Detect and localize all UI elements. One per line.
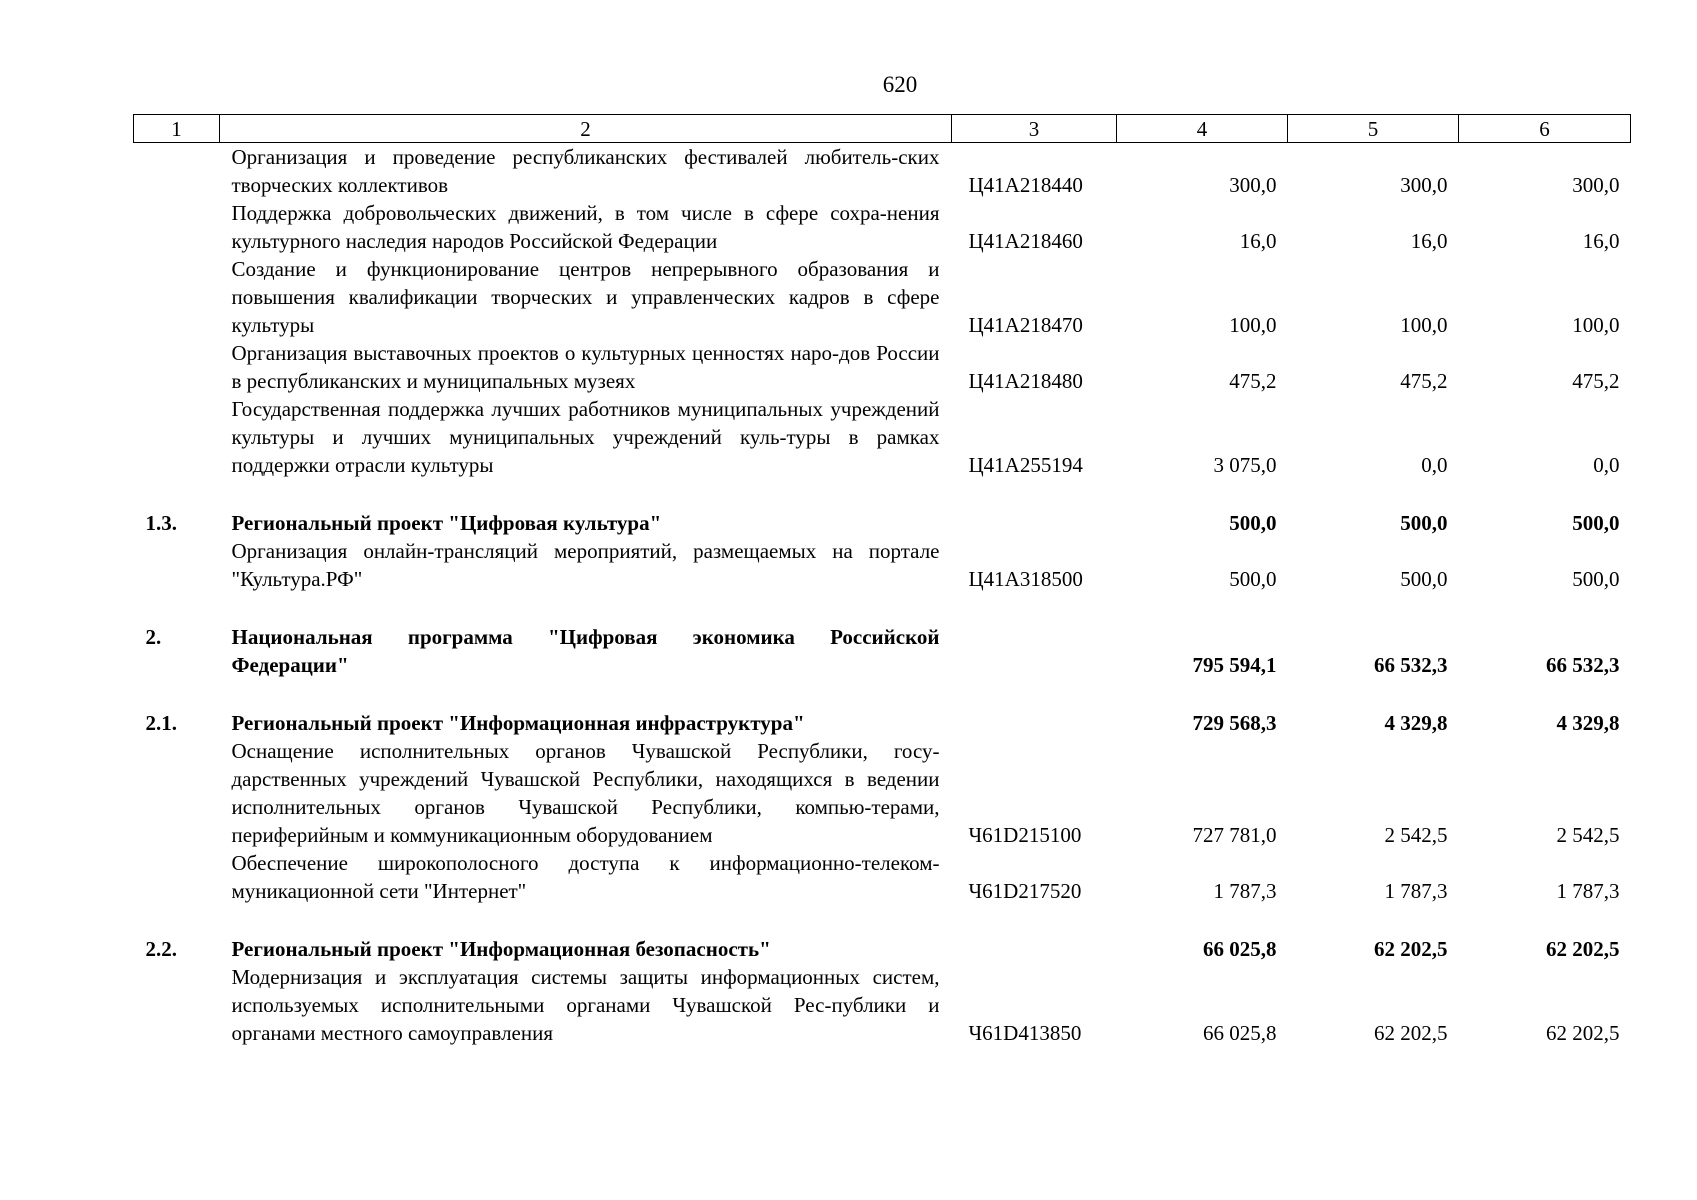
table-row [134,339,1631,395]
row-value-col4: 16,0 [1239,229,1277,253]
spacer-row [134,593,1631,623]
table-row [134,255,1631,339]
spacer-row [134,905,1631,935]
row-name: Государственная поддержка лучших работников муниципальных учреждений культуры и лучших муниципальных учреждений куль-туры в рамках поддержки отрасли культуры [231,397,940,477]
row-value-col5: 1 787,3 [1384,879,1448,903]
row-number [134,963,220,1047]
budget-table [133,114,1631,1047]
column-header-3: 3 [952,115,1117,143]
spacer-cell [1117,905,1288,935]
row-name: Национальная программа "Цифровая экономика Российской Федерации" [231,625,940,677]
row-name: Организация и проведение республиканских фестивалей любитель-ских творческих коллективов [231,145,940,197]
row-number: 2.2. [145,937,177,961]
spacer-cell [134,905,220,935]
table-row [134,509,1631,537]
spacer-cell [1288,593,1459,623]
row-value-col6: 100,0 [1572,313,1620,337]
row-number [134,143,220,200]
row-value-col5: 16,0 [1410,229,1448,253]
spacer-cell [220,905,952,935]
table-row [134,709,1631,737]
spacer-cell [220,679,952,709]
page-number: 620 [882,72,918,97]
row-value-col5: 500,0 [1400,567,1448,591]
spacer-cell [1459,905,1631,935]
row-number: 2. [145,625,162,649]
row-number [134,255,220,339]
row-name: Региональный проект "Информационная безопасность" [231,937,771,961]
spacer-cell [1117,679,1288,709]
table-row [134,623,1631,679]
spacer-cell [220,593,952,623]
spacer-cell [1288,905,1459,935]
row-code: Ц41А218480 [968,369,1083,393]
spacer-cell [1288,479,1459,509]
row-name: Организация онлайн-трансляций мероприятий, размещаемых на портале "Культура.РФ" [231,539,940,591]
table-row [134,199,1631,255]
row-code: Ц41А255194 [968,453,1083,477]
row-value-col5: 475,2 [1400,369,1448,393]
row-value-col5: 62 202,5 [1374,1021,1448,1045]
row-number [134,395,220,479]
row-name: Региональный проект "Цифровая культура" [231,511,662,535]
row-name: Модернизация и эксплуатация системы защиты информационных систем, используемых исполнительными органами Чувашской Рес-публики и органами местного самоуправления [231,965,940,1045]
row-value-col4: 100,0 [1229,313,1277,337]
spacer-cell [134,593,220,623]
row-value-col5: 4 329,8 [1384,711,1448,735]
row-number [134,849,220,905]
table-row [134,849,1631,905]
row-name: Создание и функционирование центров непрерывного образования и повышения квалификации творческих и управленческих кадров в сфере культуры [231,257,940,337]
row-value-col4: 795 594,1 [1192,653,1277,677]
row-value-col4: 475,2 [1229,369,1277,393]
row-value-col5: 0,0 [1421,453,1448,477]
row-name: Организация выставочных проектов о культурных ценностях наро-дов России в республиканских и муниципальных музеях [231,341,940,393]
row-value-col6: 300,0 [1572,173,1620,197]
row-value-col6: 62 202,5 [1546,1021,1620,1045]
row-value-col6: 4 329,8 [1556,711,1620,735]
row-code: Ц41А318500 [968,567,1083,591]
column-header-6: 6 [1459,115,1631,143]
table-row [134,537,1631,593]
spacer-cell [134,679,220,709]
row-number [134,339,220,395]
row-value-col6: 475,2 [1572,369,1620,393]
row-value-col6: 66 532,3 [1546,653,1620,677]
row-value-col4: 500,0 [1229,567,1277,591]
table-row [134,963,1631,1047]
row-value-col6: 0,0 [1593,453,1620,477]
row-code: Ч61D413850 [968,1021,1082,1045]
spacer-cell [952,905,1117,935]
spacer-cell [1459,593,1631,623]
row-value-col5: 2 542,5 [1384,823,1448,847]
row-name: Региональный проект "Информационная инфраструктура" [231,711,805,735]
row-value-col4: 500,0 [1229,511,1277,535]
row-code: Ц41А218460 [968,229,1083,253]
row-value-col4: 300,0 [1229,173,1277,197]
row-code [952,709,1117,737]
row-number [134,537,220,593]
row-value-col5: 300,0 [1400,173,1448,197]
row-code: Ц41А218440 [968,173,1083,197]
spacer-cell [1459,479,1631,509]
row-code [952,509,1117,537]
row-value-col6: 500,0 [1572,567,1620,591]
spacer-cell [952,593,1117,623]
row-value-col5: 100,0 [1400,313,1448,337]
row-number [134,199,220,255]
row-value-col6: 16,0 [1582,229,1620,253]
row-value-col4: 66 025,8 [1203,1021,1277,1045]
spacer-cell [952,679,1117,709]
row-value-col5: 66 532,3 [1374,653,1448,677]
table-row [134,143,1631,200]
row-number: 1.3. [145,511,177,535]
spacer-cell [1117,479,1288,509]
spacer-cell [134,479,220,509]
row-name: Оснащение исполнительных органов Чувашской Республики, госу-дарственных учреждений Чувашской Республики, находящихся в ведении исполнительных органов Чувашской Республики, компью-терами, периферийным и коммуникационным оборудованием [231,739,940,847]
row-value-col4: 729 568,3 [1192,711,1277,735]
row-code: Ч61D217520 [968,879,1082,903]
row-number: 2.1. [145,711,177,735]
spacer-row [134,679,1631,709]
spacer-cell [220,479,952,509]
row-value-col5: 62 202,5 [1374,937,1448,961]
spacer-row [134,479,1631,509]
row-code [952,623,1117,679]
spacer-cell [1117,593,1288,623]
row-code: Ц41А218470 [968,313,1083,337]
row-value-col4: 66 025,8 [1203,937,1277,961]
table-row [134,395,1631,479]
column-header-5: 5 [1288,115,1459,143]
column-header-4: 4 [1117,115,1288,143]
row-value-col6: 1 787,3 [1556,879,1620,903]
row-value-col6: 2 542,5 [1556,823,1620,847]
row-value-col4: 1 787,3 [1213,879,1277,903]
row-number [134,737,220,849]
table-row [134,935,1631,963]
table-body [134,143,1631,1048]
row-value-col4: 727 781,0 [1192,823,1277,847]
spacer-cell [952,479,1117,509]
row-name: Поддержка добровольческих движений, в том числе в сфере сохра-нения культурного наследия народов Российской Федерации [231,201,940,253]
column-header-1: 1 [134,115,220,143]
row-value-col5: 500,0 [1400,511,1448,535]
row-value-col6: 500,0 [1572,511,1620,535]
row-code: Ч61D215100 [968,823,1082,847]
row-value-col4: 3 075,0 [1213,453,1277,477]
column-header-2: 2 [220,115,952,143]
row-value-col6: 62 202,5 [1546,937,1620,961]
row-name: Обеспечение широкополосного доступа к информационно-телеком-муникационной сети "Интернет" [231,851,940,903]
table-header-row [134,115,1631,143]
spacer-cell [1288,679,1459,709]
spacer-cell [1459,679,1631,709]
table-row [134,737,1631,849]
row-code [952,935,1117,963]
